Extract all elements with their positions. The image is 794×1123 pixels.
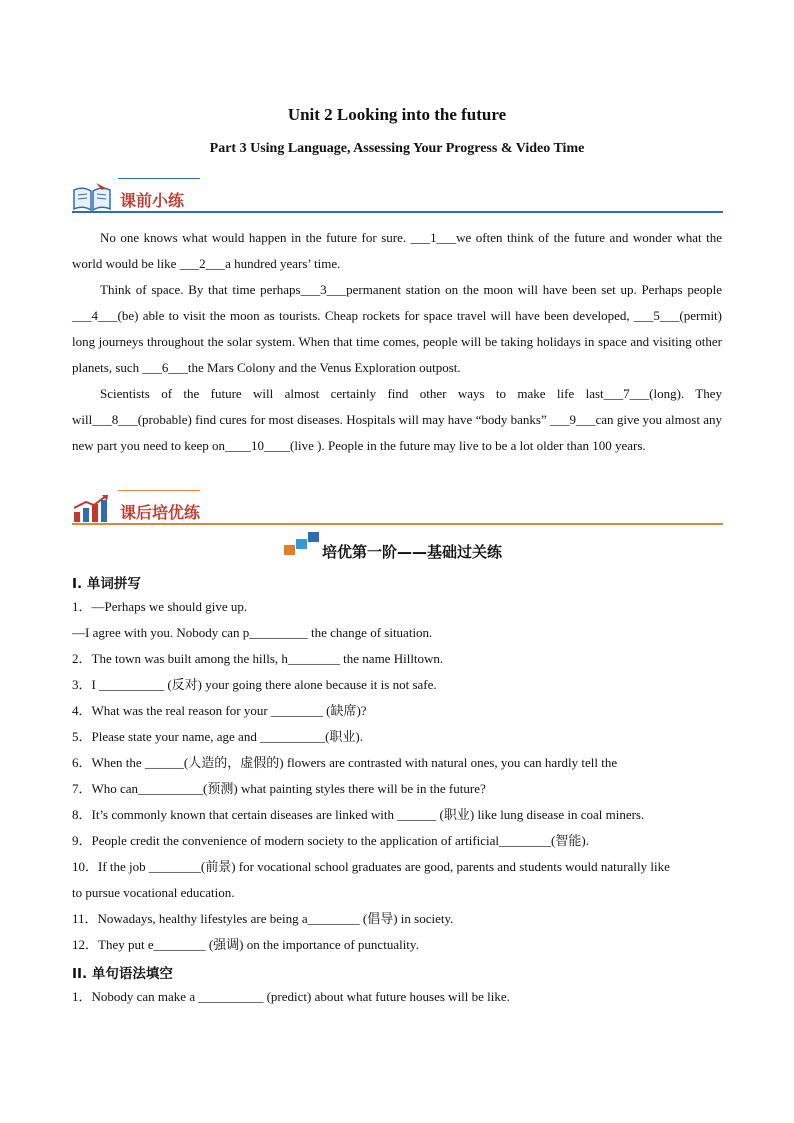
exercise-item: 11．Nowadays, healthy lifestyles are being a________ (倡导) in society. xyxy=(72,911,454,926)
passage-paragraph: No one knows what would happen in the future for sure. ___1___we often think of the future and wonder what the world would be like ___2___a hundred years’ time. xyxy=(72,230,722,271)
page-title: Unit 2 Looking into the future xyxy=(287,105,507,124)
section-header-afterclass xyxy=(72,490,723,530)
exercise-item: 4．What was the real reason for your ________ (缺席)? xyxy=(72,703,367,718)
open-book-icon xyxy=(72,182,112,212)
passage-paragraph: Think of space. By that time perhaps___3___permanent station on the moon will have been set up. Perhaps people ___4___(be) able to visit the moon as tourists. Cheap rockets for space travel will have been developed, ___5___(permit) long journeys throughout the solar system. When that time comes, people will be taking holidays in space and visiting other planets, such ___6___the Mars Colony and the Venus Exploration outpost. xyxy=(72,282,722,375)
section-label-preclass: 课前小练 xyxy=(120,191,185,210)
growth-chart-icon xyxy=(72,494,112,524)
exercise-item: 12．They put e________ (强调) on the importance of punctuality. xyxy=(72,937,419,952)
exercise-item: 9．People credit the convenience of modern society to the application of artificial________(智能). xyxy=(72,833,589,848)
exercise-item: 10．If the job ________(前景) for vocational school graduates are good, parents and students would naturally like xyxy=(72,859,670,874)
exercise-item: 6．When the ______(人造的，虚假的) flowers are contrasted with natural ones, you can hardly tell the xyxy=(72,755,618,770)
exercise-item: 7．Who can__________(预测) what painting styles there will be in the future? xyxy=(72,781,486,796)
part1-heading: I. 单词拼写 xyxy=(72,576,141,592)
tier-label: 培优第一阶——基础过关练 xyxy=(322,543,503,561)
exercise-item: 8．It’s commonly known that certain diseases are linked with ______ (职业) like lung disease in coal miners. xyxy=(72,807,645,822)
exercise-item: 1．Nobody can make a __________ (predict) about what future houses will be like. xyxy=(72,989,510,1004)
exercise-item: 3．I __________ (反对) your going there alone because it is not safe. xyxy=(72,677,437,692)
exercise-item: 2．The town was built among the hills, h________ the name Hilltown. xyxy=(72,651,444,666)
exercise-item: to pursue vocational education. xyxy=(72,885,235,900)
exercise-item: 1．—Perhaps we should give up. xyxy=(72,599,248,614)
part2-heading: II. 单句语法填空 xyxy=(72,966,173,982)
exercise-item: —I agree with you. Nobody can p_________ the change of situation. xyxy=(72,625,433,640)
exercise-item: 5．Please state your name, age and __________(职业). xyxy=(72,729,363,744)
page-subtitle: Part 3 Using Language, Assessing Your Progress & Video Time xyxy=(209,141,585,156)
section-label-afterclass: 课后培优练 xyxy=(120,503,201,522)
passage-paragraph: Scientists of the future will almost certainly find other ways to make life last___7___(long). They will___8___(probable) find cures for most diseases. Hospitals will may have “body banks” ___9___can give you almost any new part you need to keep on____10____(live ). People in the future may live to be a lot older than 100 years. xyxy=(72,386,722,453)
tier-heading xyxy=(0,531,794,561)
section-header-preclass xyxy=(72,178,723,218)
step-blocks-icon xyxy=(284,531,320,557)
